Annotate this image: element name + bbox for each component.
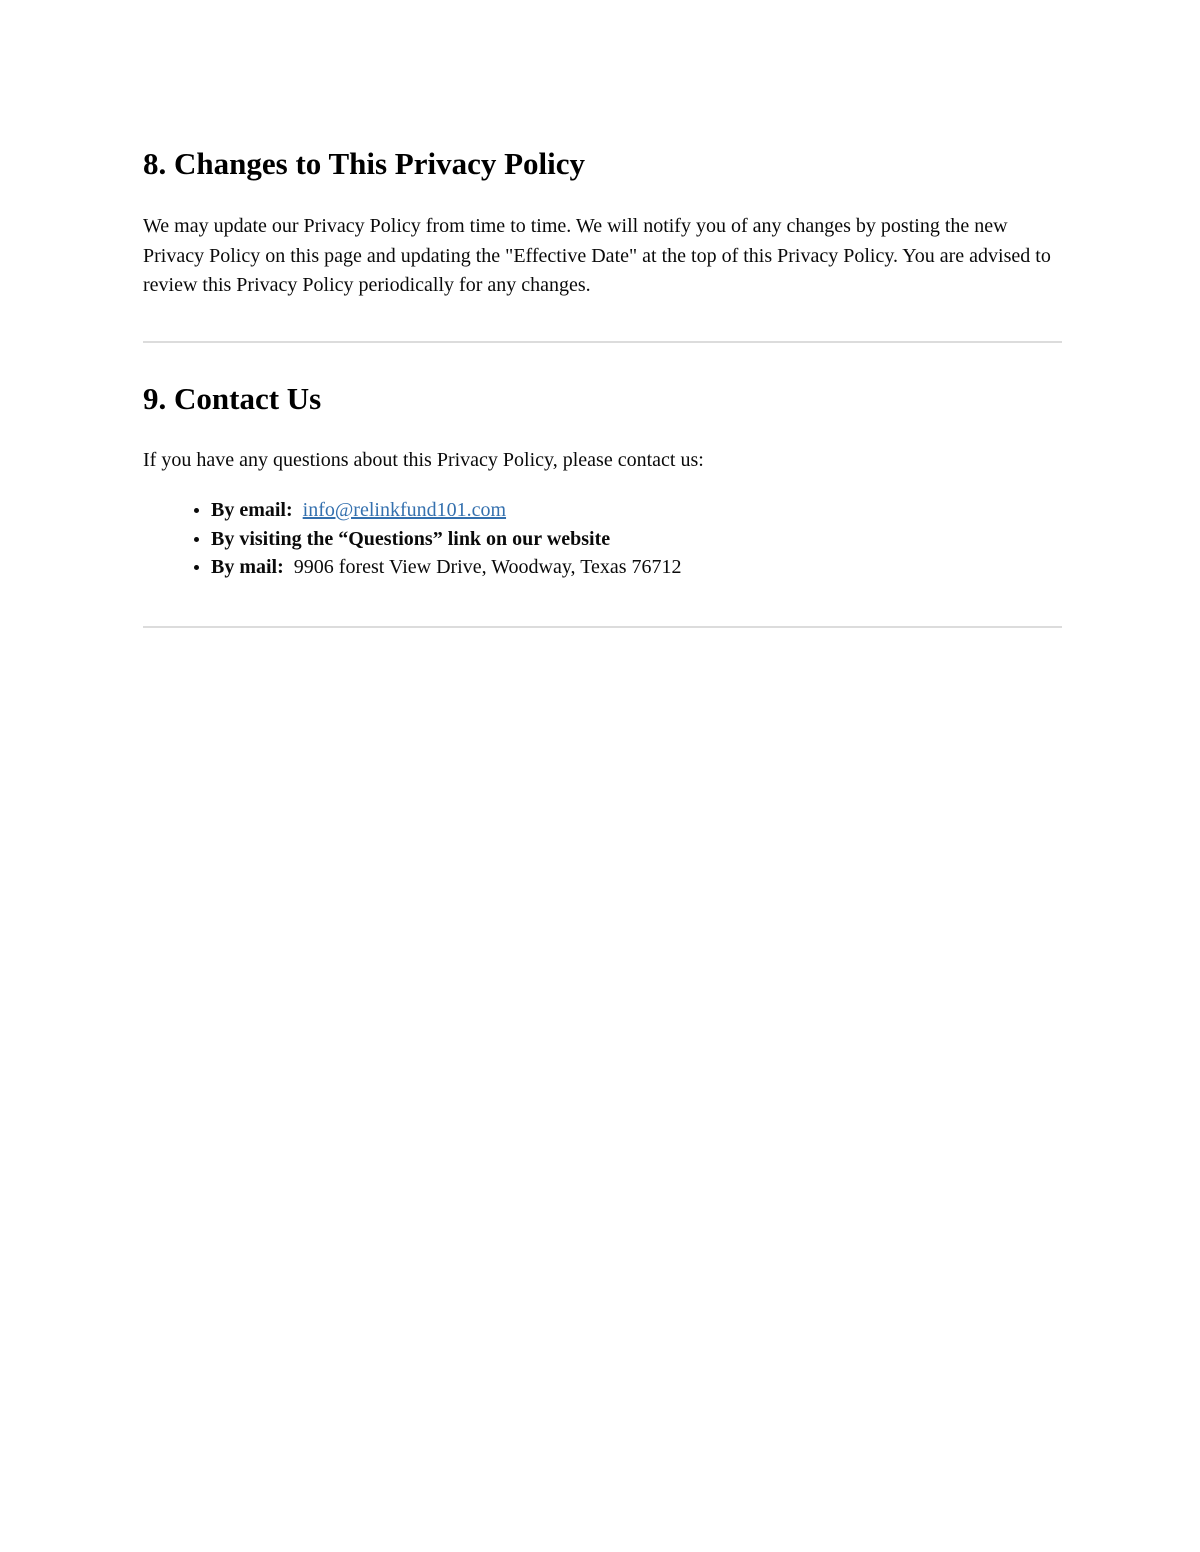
section-contact-heading: 9. Contact Us: [143, 380, 322, 416]
email-link[interactable]: info@relinkfund101.com: [302, 499, 507, 521]
contact-email-label: By email:: [211, 499, 293, 521]
contact-mail-value: 9906 forest View Drive, Woodway, Texas 76712: [293, 556, 682, 578]
section-contact-intro: If you have any questions about this Privacy Policy, please contact us:: [143, 448, 704, 471]
contact-mail-label: By mail:: [211, 556, 284, 578]
section-changes-body: We may update our Privacy Policy from time to time. We will notify you of any changes by posting the new Privacy Policy on this page and updating the "Effective Date" at the top of this Privacy Policy. You are advised to review this Privacy Policy periodically for any changes.: [143, 215, 1051, 296]
section-divider-top: [143, 341, 1062, 343]
section-changes-heading: 8. Changes to This Privacy Policy: [143, 146, 586, 181]
section-changes: [143, 146, 1062, 301]
contact-item-website: [211, 525, 1062, 554]
contact-website-text: By visiting the “Questions” link on our website: [211, 527, 611, 550]
contact-list: [143, 496, 1062, 582]
section-divider-bottom: [143, 626, 1062, 628]
contact-item-mail: [211, 553, 1062, 582]
section-contact: [143, 381, 1062, 582]
contact-item-email: [211, 496, 1062, 525]
